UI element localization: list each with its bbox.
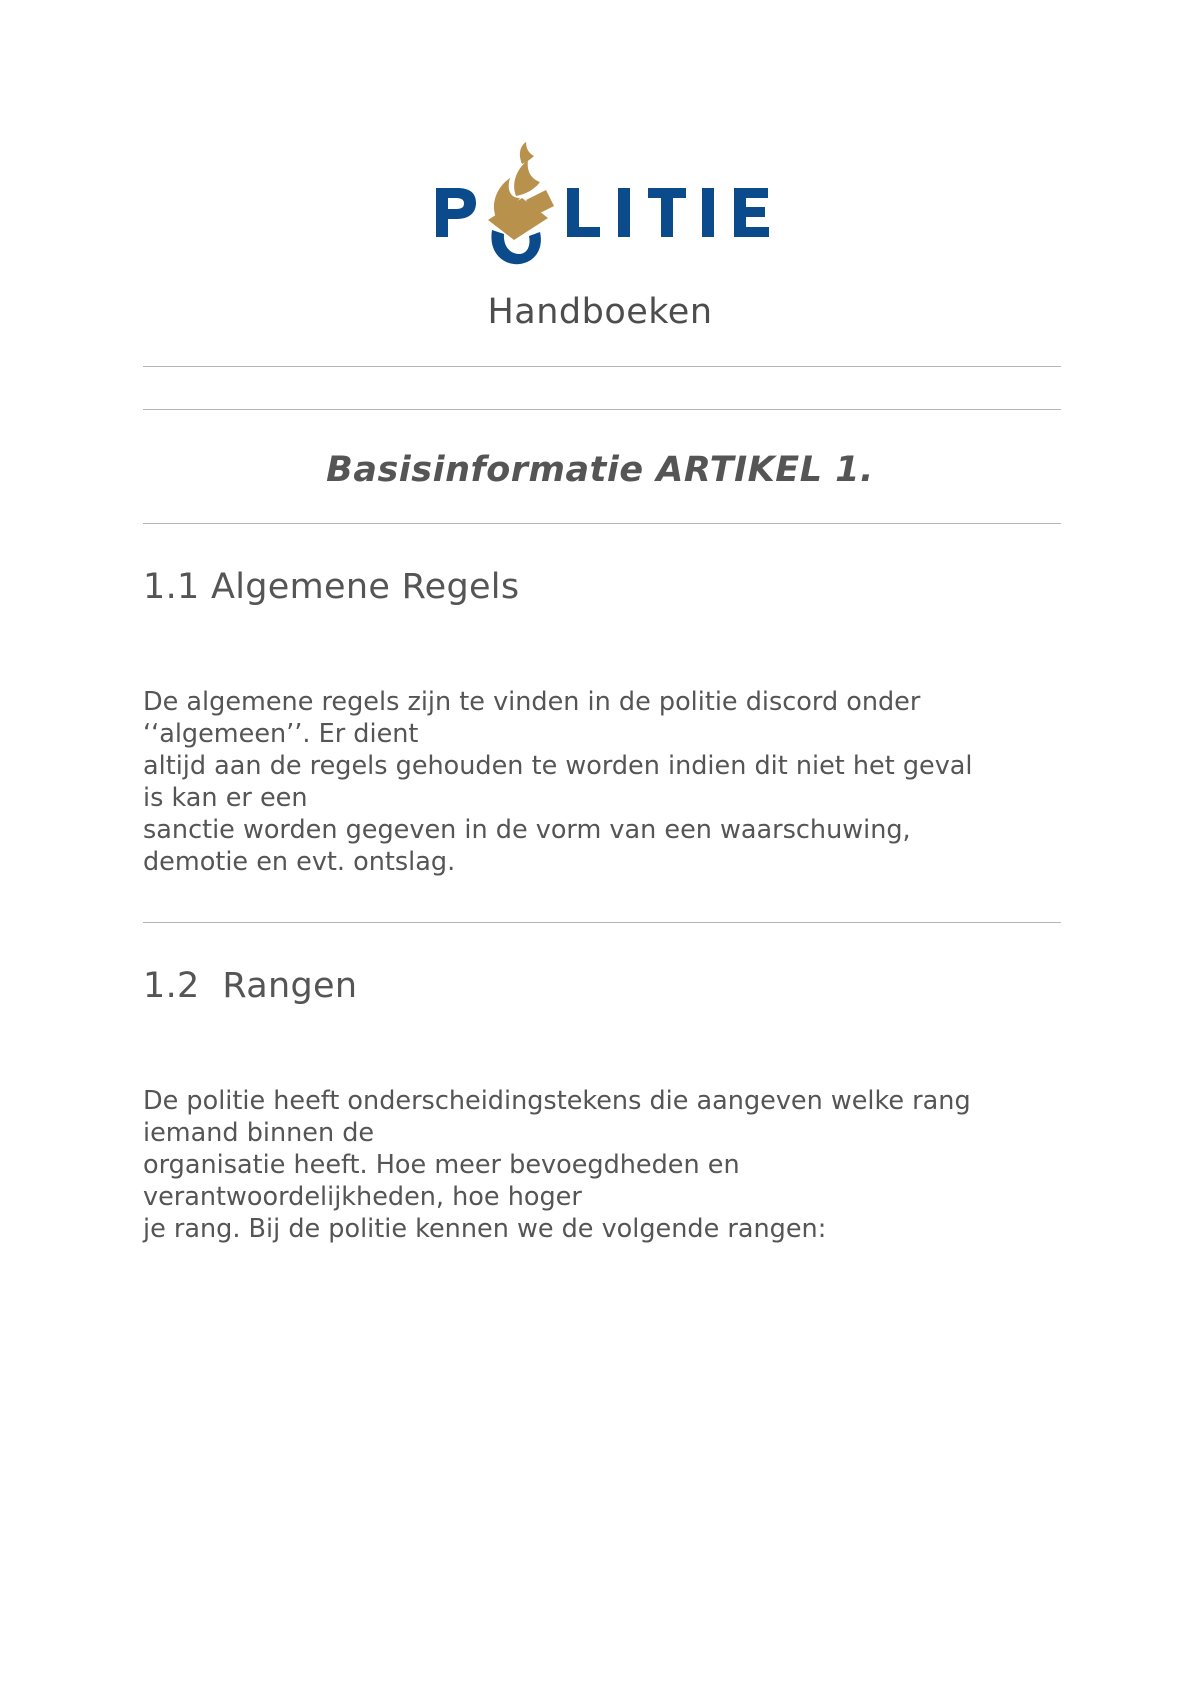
paragraph-line: altijd aan de regels gehouden te worden indien dit niet het geval xyxy=(143,751,973,781)
divider xyxy=(143,523,1061,524)
logo-emblem xyxy=(488,142,554,240)
paragraph-line: De algemene regels zijn te vinden in de politie discord onder xyxy=(143,687,921,717)
paragraph-line: De politie heeft onderscheidingstekens die aangeven welke rang xyxy=(143,1086,971,1116)
paragraph-line: is kan er een xyxy=(143,783,308,813)
document-title: Basisinformatie ARTIKEL 1. xyxy=(326,450,874,490)
paragraph-line: organisatie heeft. Hoe meer bevoegdheden en xyxy=(143,1150,740,1180)
paragraph-line: verantwoordelijkheden, hoe hoger xyxy=(143,1182,582,1212)
paragraph-line: sanctie worden gegeven in de vorm van een waarschuwing, xyxy=(143,815,911,845)
divider xyxy=(143,366,1061,367)
section-paragraph-rangen xyxy=(143,1085,1063,1245)
politie-logo xyxy=(430,140,780,270)
paragraph-line: iemand binnen de xyxy=(143,1118,375,1148)
section-heading-algemene-regels: 1.1 Algemene Regels xyxy=(143,567,520,607)
paragraph-line: demotie en evt. ontslag. xyxy=(143,847,456,877)
logo-letter-i xyxy=(618,188,630,237)
section-heading-rangen: 1.2 Rangen xyxy=(143,966,358,1006)
section-paragraph-algemene-regels xyxy=(143,686,1063,878)
header-subtitle: Handboeken xyxy=(487,292,713,332)
logo-letter-t xyxy=(648,188,686,237)
divider xyxy=(143,409,1061,410)
logo-letter-p xyxy=(436,188,476,237)
logo-letter-e xyxy=(734,188,769,237)
logo-letter-l xyxy=(567,188,600,237)
logo-letter-i-2 xyxy=(702,188,714,237)
paragraph-line: je rang. Bij de politie kennen we de volgende rangen: xyxy=(143,1214,827,1244)
paragraph-line: ‘‘algemeen’’. Er dient xyxy=(143,719,419,749)
divider xyxy=(143,922,1061,923)
